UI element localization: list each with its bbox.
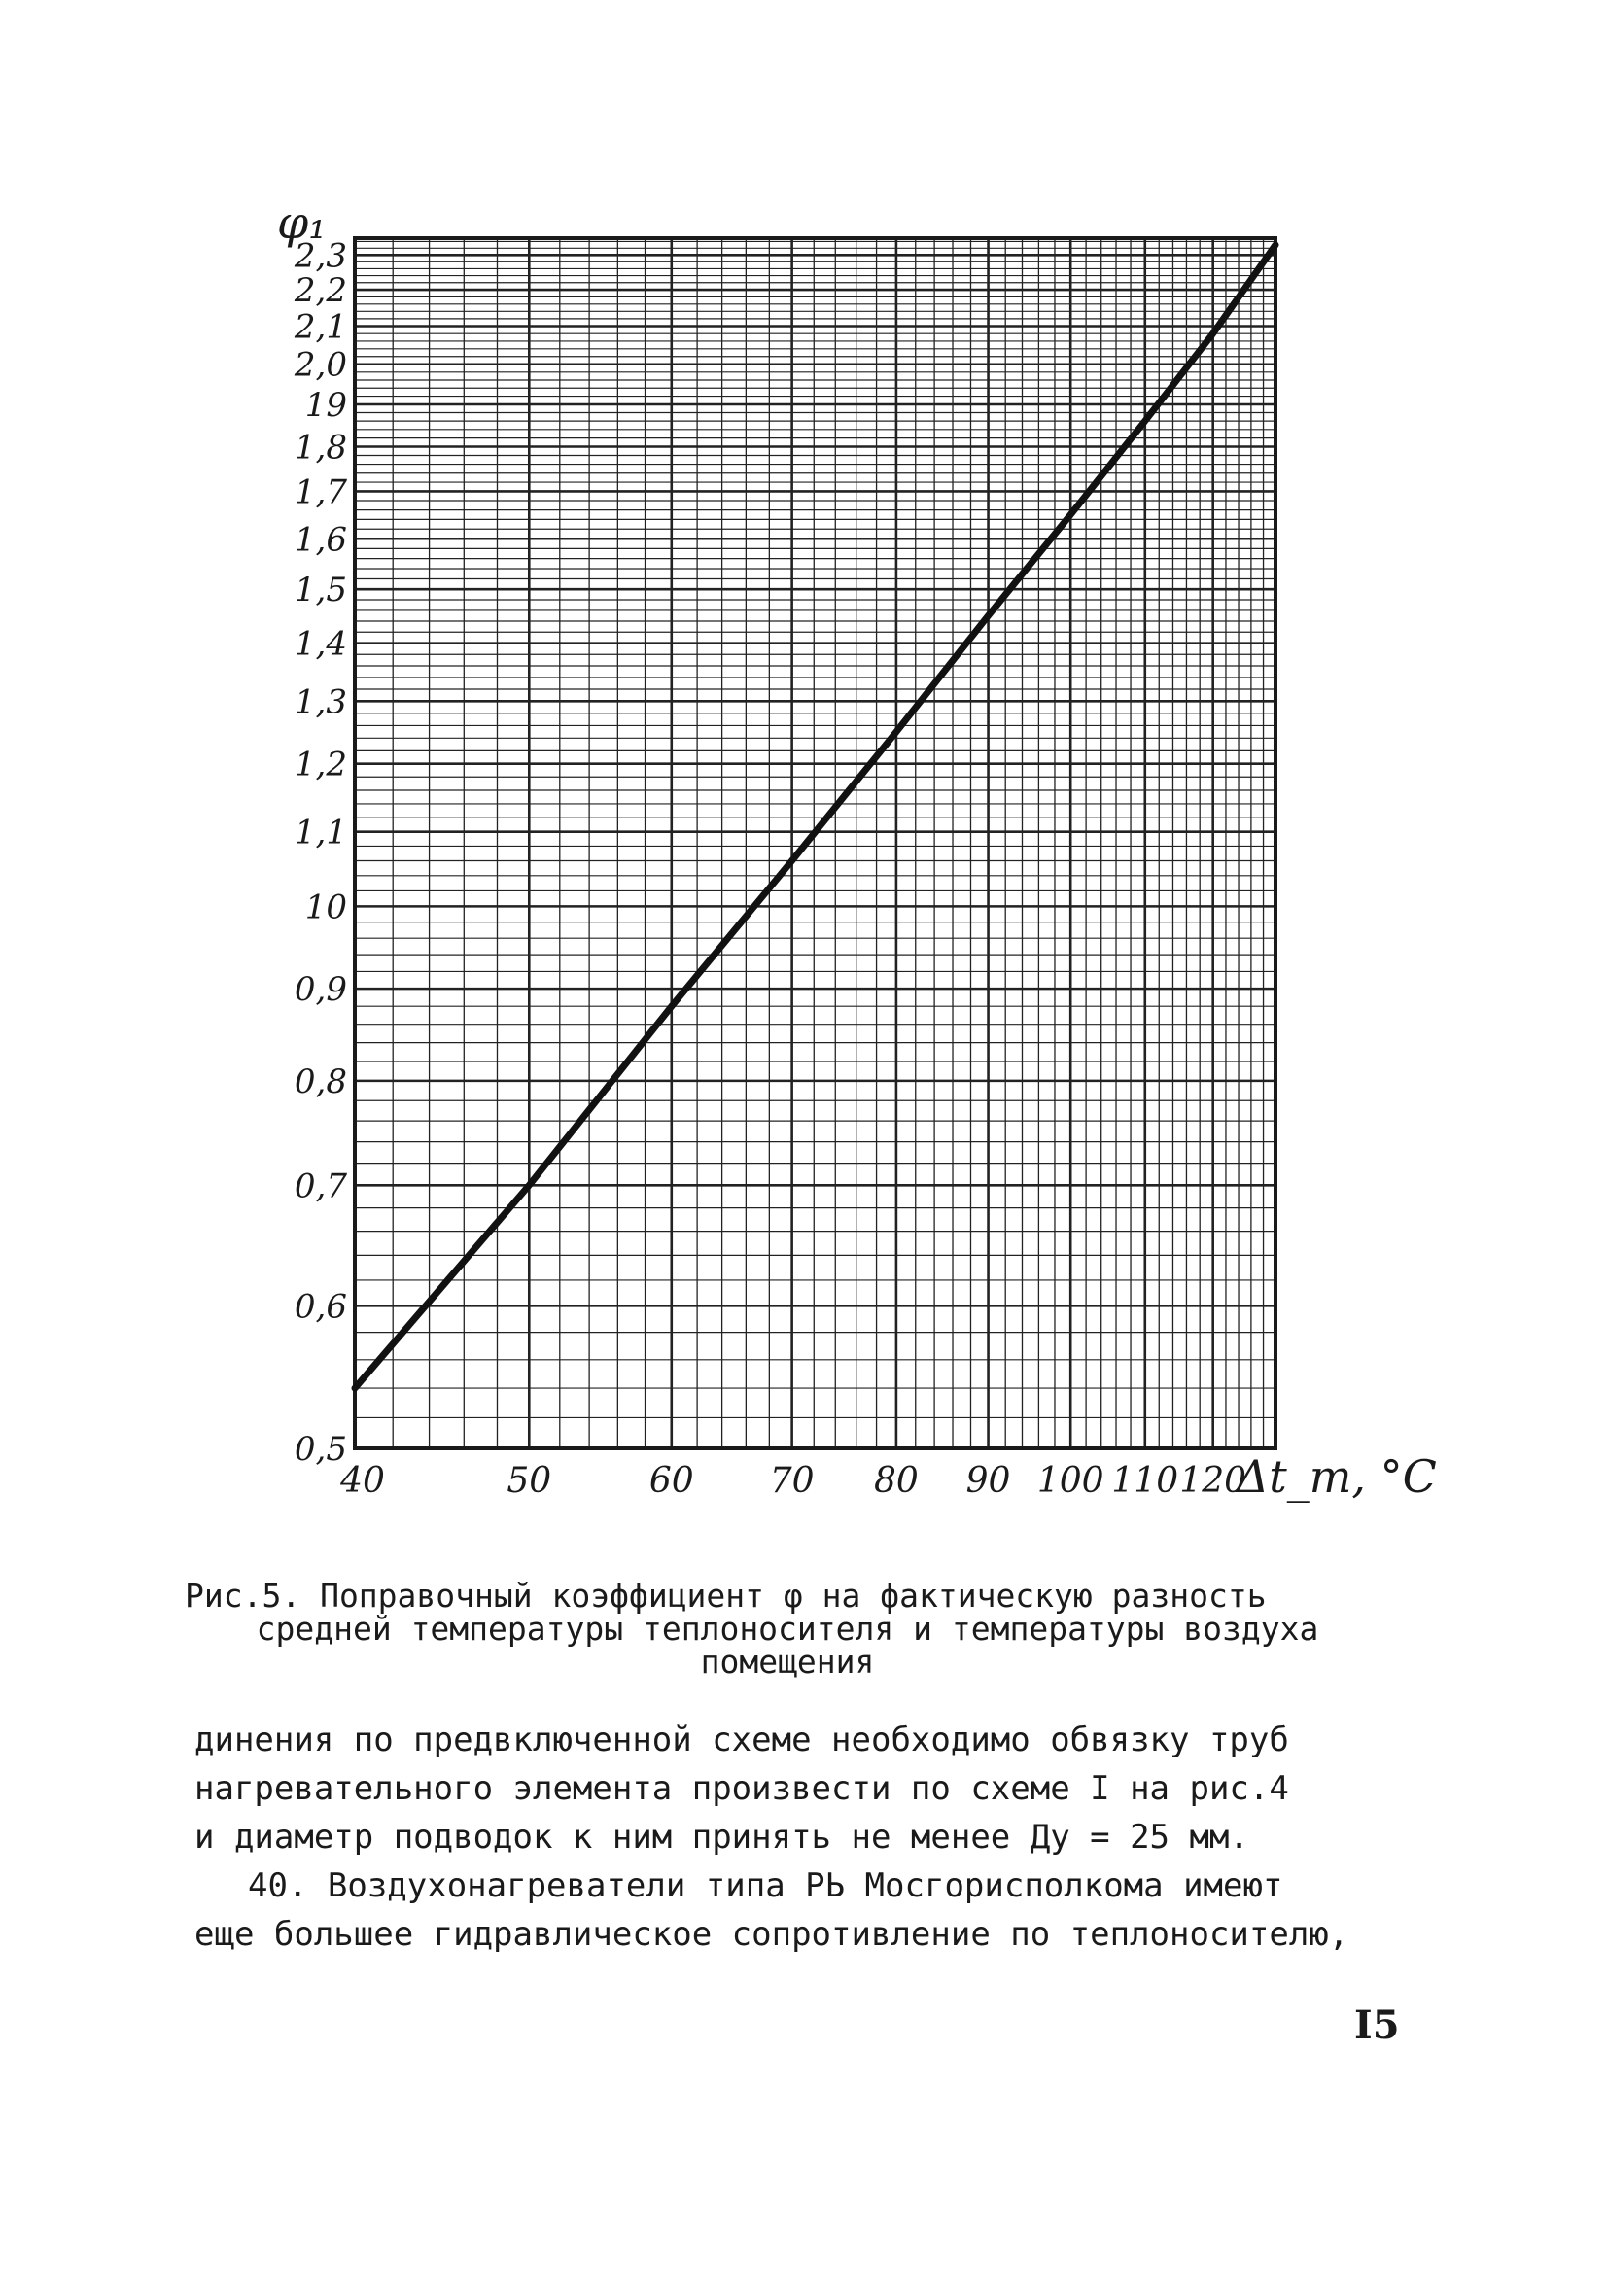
chart-frame bbox=[355, 238, 1275, 1448]
data-line-phi bbox=[355, 245, 1275, 1388]
x-tick-label: 110 bbox=[1111, 1461, 1179, 1501]
body-line-4: 40. Воздухонагреватели типа РЬ Мосгорисполкома имеют bbox=[248, 1866, 1283, 1905]
chart-grid bbox=[355, 238, 1275, 1448]
body-line-5: еще большее гидравлическое сопротивление по теплоносителю, bbox=[194, 1915, 1349, 1954]
body-line-2: нагревательного элемента произвести по схеме I на рис.4 bbox=[194, 1769, 1289, 1808]
y-tick-label: 0,7 bbox=[294, 1166, 347, 1206]
y-tick-label: 19 bbox=[304, 386, 347, 426]
y-tick-label: 1,6 bbox=[294, 520, 347, 560]
y-tick-label: 0,5 bbox=[294, 1430, 347, 1469]
y-tick-labels bbox=[294, 236, 347, 1469]
page-number: I5 bbox=[1354, 2002, 1400, 2048]
x-tick-label: 120 bbox=[1179, 1461, 1247, 1501]
y-tick-label: 2,0 bbox=[294, 345, 347, 385]
x-tick-label: 60 bbox=[648, 1461, 694, 1501]
x-tick-label: 70 bbox=[769, 1461, 815, 1501]
y-tick-label: 10 bbox=[304, 887, 347, 927]
x-tick-label: 50 bbox=[507, 1461, 552, 1501]
y-tick-label: 1,8 bbox=[294, 428, 347, 468]
y-axis-title: φ₁ bbox=[277, 196, 327, 249]
y-tick-label: 0,9 bbox=[294, 970, 347, 1010]
x-axis-title: Δt_m, °C bbox=[1237, 1450, 1437, 1503]
y-tick-label: 2,2 bbox=[294, 271, 347, 311]
body-line-1: динения по предвключенной схеме необходимо обвязку труб bbox=[194, 1721, 1289, 1759]
x-tick-label: 40 bbox=[340, 1461, 385, 1501]
y-tick-label: 1,3 bbox=[294, 682, 347, 722]
y-tick-label: 1,7 bbox=[294, 472, 347, 512]
y-tick-label: 2,1 bbox=[294, 307, 347, 347]
y-tick-label: 0,6 bbox=[294, 1287, 347, 1327]
x-tick-label: 80 bbox=[874, 1461, 919, 1501]
y-tick-label: 0,8 bbox=[294, 1061, 347, 1101]
x-tick-labels bbox=[339, 1461, 1246, 1501]
body-paragraph bbox=[194, 1716, 1410, 1959]
x-tick-label: 90 bbox=[965, 1461, 1011, 1501]
caption-line-2: средней температуры теплоносителя и температуры воздуха bbox=[256, 1610, 1319, 1648]
caption-line-3: помещения bbox=[700, 1643, 875, 1681]
figure-caption bbox=[185, 1577, 1390, 1681]
caption-line-1: Рис.5. Поправочный коэффициент φ на фактическую разность bbox=[185, 1577, 1267, 1615]
x-tick-label: 100 bbox=[1036, 1461, 1104, 1501]
y-tick-label: 1,4 bbox=[294, 624, 347, 664]
y-tick-label: 1,5 bbox=[294, 571, 347, 610]
body-line-3: и диаметр подводок к ним принять не менее Ду = 25 мм. bbox=[194, 1818, 1249, 1857]
y-tick-label: 2,3 bbox=[294, 236, 347, 276]
y-tick-label: 1,1 bbox=[294, 813, 347, 852]
y-tick-label: 1,2 bbox=[294, 745, 347, 784]
